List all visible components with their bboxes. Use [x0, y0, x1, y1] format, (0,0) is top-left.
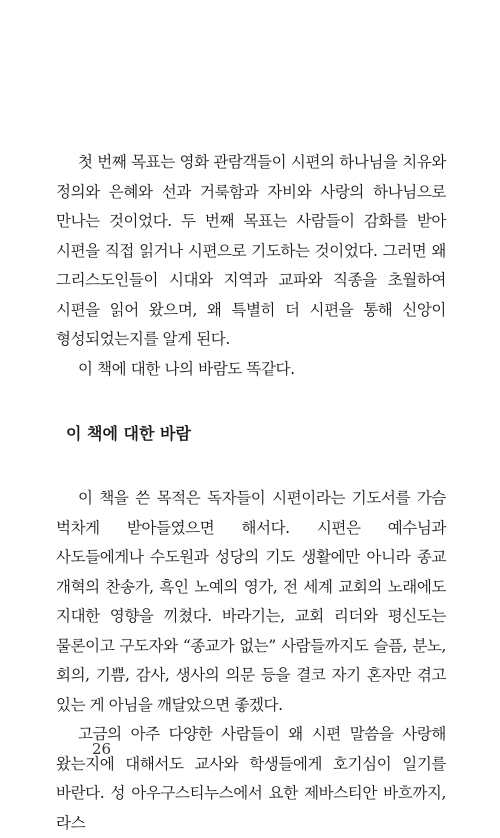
page-number: 26	[92, 740, 112, 758]
page-body	[56, 148, 446, 838]
body-paragraph: 고금의 아주 다양한 사람들이 왜 시편 말씀을 사랑해 왔는지에 대해서도 교사와 학생들에게 호기심이 일기를 바란다. 성 아우구스티누스에서 요한 제바스티안 바흐까지, 라스	[56, 725, 446, 832]
body-paragraph: 첫 번째 목표는 영화 관람객들이 시편의 하나님을 치유와 정의와 은혜와 선과 거룩함과 자비와 사랑의 하나님으로 만나는 것이었다. 두 번째 목표는 사람들이 감화를 받아 시편을 직접 읽거나 시편으로 기도하는 것이었다. 그러면 왜 그리스도인들이 시대와 지역과 교파와 직종을 초월하여 시편을 읽어 왔으며, 왜 특별히 더 시편을 통해 신앙이 형성되었는지를 알게 된다.	[56, 153, 446, 348]
section-body	[56, 484, 446, 838]
body-paragraph: 이 책에 대한 나의 바람도 똑같다.	[78, 359, 295, 378]
body-paragraph: 이 책을 쓴 목적은 독자들이 시편이라는 기도서를 가슴 벅차게 받아들였으면 해서다. 시편은 예수님과 사도들에게나 수도원과 성당의 기도 생활에만 아니라 종교 개혁의 찬송가, 흑인 노예의 영가, 전 세계 교회의 노래에도 지대한 영향을 끼쳤다. 바라기는, 교회 리더와 평신도는 물론이고 구도자와 “종교가 없는” 사람들까지도 슬픔, 분노, 회의, 기쁨, 감사, 생사의 의문 등을 결코 자기 혼자만 겪고 있는 게 아님을 깨달았으면 좋겠다.	[56, 489, 446, 714]
section-heading: 이 책에 대한 바람	[66, 424, 191, 443]
